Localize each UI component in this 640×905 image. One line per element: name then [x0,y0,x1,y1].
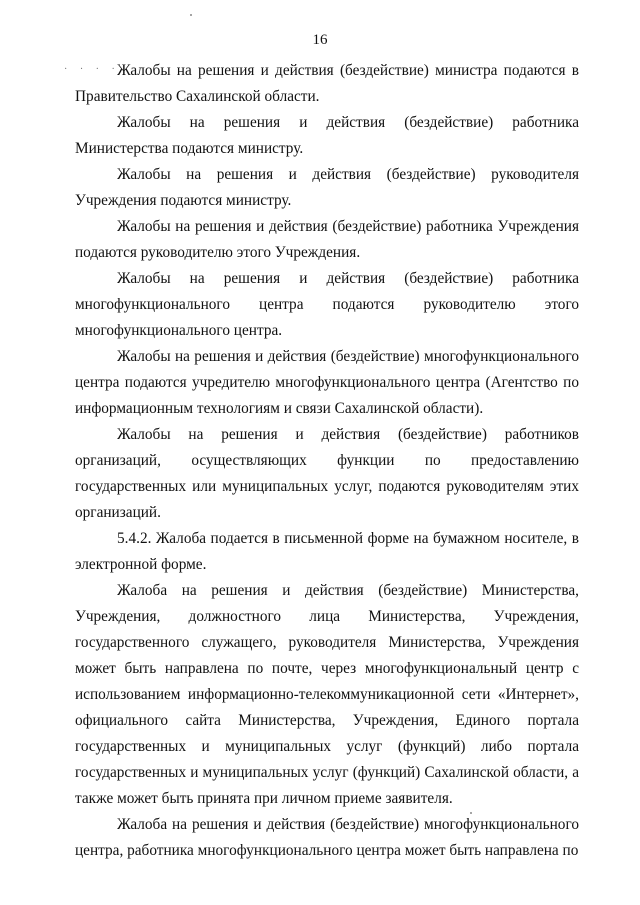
paragraph-complaint-institution-employee: Жалобы на решения и действия (бездействие) работника Учреждения подаются руководителю этого Учреждения. [75,218,579,261]
page-number: 16 [312,32,328,48]
paragraph-complaint-submission-ways: Жалоба на решения и действия (бездействие) Министерства, Учреждения, должностного лица Министерства, Учреждения, государственного служащего, руководителя Министерства, Учреждения может быть направлена по почте, через многофункциональный центр с использованием информационно-телекоммуникационной сети «Интернет», официального сайта Министерства, Учреждения, Единого портала государственных и муниципальных услуг (функций) либо портала государственных и муниципальных услуг (функций) Сахалинской области, а также может быть принята при личном приеме заявителя. [75,582,579,807]
scan-speck [190,14,192,16]
paragraph-complaint-mfc-employee: Жалобы на решения и действия (бездействие) работника многофункционального центра подаются руководителю этого многофункционального центра. [75,270,579,339]
paragraph-section-5-4-2: 5.4.2. Жалоба подается в письменной форме на бумажном носителе, в электронной форме. [75,530,579,573]
paragraph-complaint-minister: Жалобы на решения и действия (бездействие) министра подаются в Правительство Сахалинской области. [75,62,579,105]
paragraph-complaint-ministry-employee: Жалобы на решения и действия (бездействие) работника Министерства подаются министру. [75,114,579,157]
document-body [75,58,579,864]
paragraph-complaint-institution-head: Жалобы на решения и действия (бездействие) руководителя Учреждения подаются министру. [75,166,579,209]
margin-dots: · · · · [64,64,120,75]
paragraph-complaint-mfc: Жалобы на решения и действия (бездействие) многофункционального центра подаются учредителю многофункционального центра (Агентство по информационным технологиям и связи Сахалинской области). [75,348,579,417]
paragraph-complaint-organizations: Жалобы на решения и действия (бездействие) работников организаций, осуществляющих функции по предоставлению государственных или муниципальных услуг, подаются руководителям этих организаций. [75,426,579,521]
paragraph-complaint-mfc-submission: Жалоба на решения и действия (бездействие) многофункционального центра, работника многофункционального центра может быть направлена по [75,816,579,859]
